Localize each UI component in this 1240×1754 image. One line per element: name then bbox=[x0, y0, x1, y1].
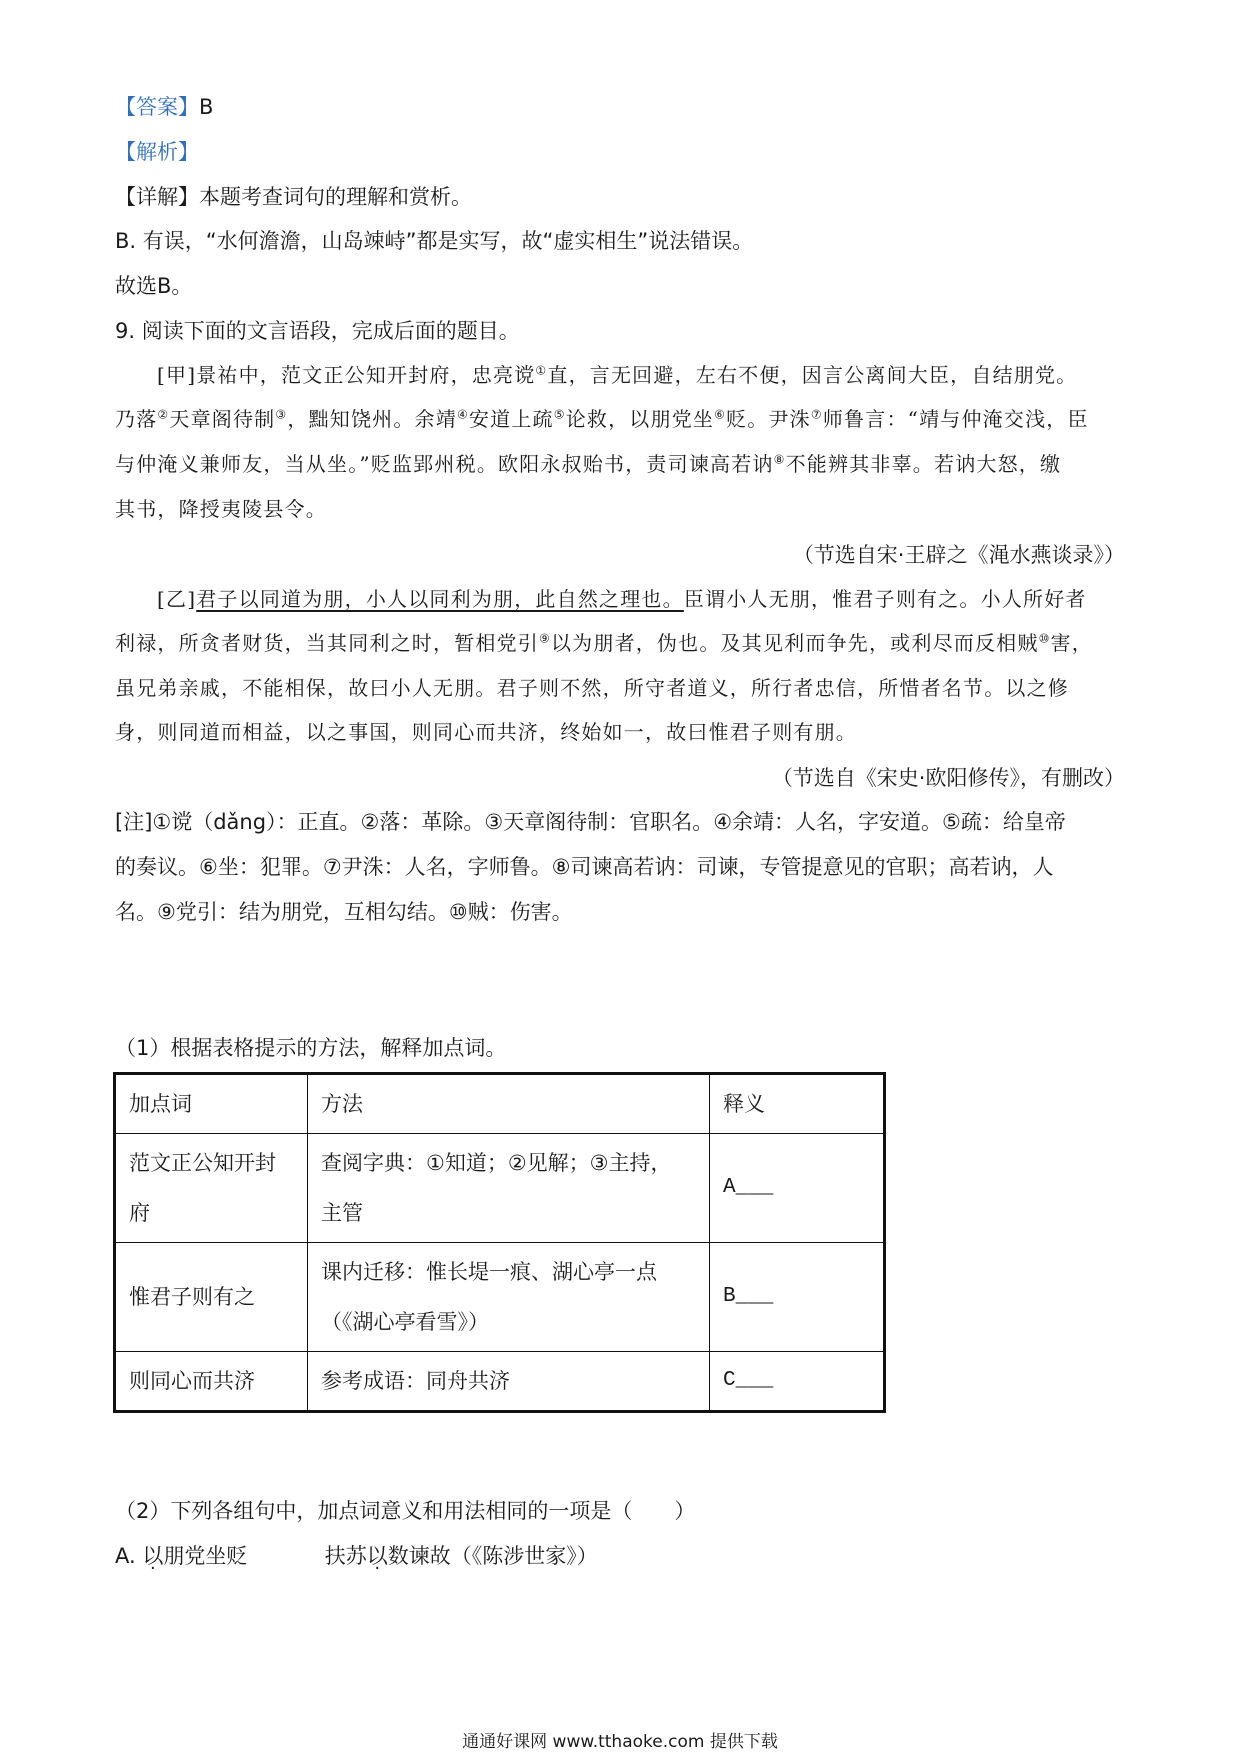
dotted-word: 济 · bbox=[234, 1369, 255, 1393]
jia-text: 贬。尹洙 bbox=[726, 407, 811, 431]
word-text: 范文正公 bbox=[129, 1151, 213, 1175]
method-text: （《湖心亭看雪》） bbox=[321, 1310, 489, 1334]
word-text: 君子则有之 bbox=[150, 1285, 255, 1309]
table-header-row bbox=[115, 1074, 885, 1134]
option-b-explanation: B. 有误，“水何澹澹，山岛竦峙”都是实写，故“虚实相生”说法错误。 bbox=[115, 229, 754, 253]
jia-text: 师鲁言：“靖与仲淹交浅，臣 bbox=[822, 407, 1089, 431]
note-ref: ④ bbox=[456, 407, 469, 422]
answer-label: 【答案】 bbox=[115, 95, 199, 119]
method-cell bbox=[308, 1134, 710, 1243]
footer-watermark: 通通好课网 www.tthaoke.com 提供下载 bbox=[462, 1732, 778, 1752]
yi-text: 害， bbox=[1050, 631, 1093, 655]
yi-text: [乙] bbox=[157, 587, 197, 611]
table-row bbox=[115, 1352, 885, 1412]
note-ref: ③ bbox=[275, 407, 288, 422]
notes-line-2: 的奏议。⑥坐：犯罪。⑦尹洙：人名，字师鲁。⑧司谏高若讷：司谏，专管提意见的官职；高若讷，人 bbox=[115, 855, 1054, 879]
word-cell bbox=[115, 1352, 308, 1412]
detail-label: 【详解】 bbox=[115, 185, 199, 209]
method-text: 课内迁移： bbox=[321, 1260, 426, 1284]
jia-text: ，黜知饶州。余靖 bbox=[287, 407, 457, 431]
word-text: 则同心而共 bbox=[129, 1369, 234, 1393]
sub-question-2: （2）下列各组句中，加点词意义和用法相同的一项是（ ） bbox=[115, 1499, 696, 1523]
word-text: 开封 bbox=[234, 1151, 276, 1175]
passage-yi-source: （节选自《宋史·欧阳修传》，有删改） bbox=[771, 766, 1125, 790]
dotted-word: 知 · bbox=[213, 1151, 234, 1175]
word-cell bbox=[115, 1243, 308, 1352]
analysis-label: 【解析】 bbox=[115, 140, 199, 164]
note-ref: ⑧ bbox=[773, 452, 786, 467]
table-row bbox=[115, 1134, 885, 1243]
table-row bbox=[115, 1243, 885, 1352]
passage-yi-line-4: 身，则同道而相益，以之事国，则同心而共济，终始如一，故曰惟君子则有朋。 bbox=[115, 720, 857, 744]
sub-question-1: （1）根据表格提示的方法，解释加点词。 bbox=[115, 1036, 507, 1060]
answer-blank-b[interactable]: B___ bbox=[710, 1243, 885, 1352]
dotted-word: 济 · bbox=[489, 1369, 510, 1393]
passage-yi-line-1 bbox=[157, 584, 1087, 614]
passage-jia-line-2 bbox=[115, 404, 1089, 434]
answer-value: B bbox=[199, 95, 214, 119]
yi-text: 臣谓小人无朋，惟君子则有之。小人所好者 bbox=[683, 587, 1087, 611]
yi-text: 以为朋者，伪也。及其见利而争先，或利尽而反相贼 bbox=[550, 631, 1039, 655]
dotted-word: 以 bbox=[142, 1544, 164, 1568]
option-label: A. bbox=[115, 1544, 136, 1568]
dotted-word: 以 bbox=[366, 1544, 388, 1568]
header-word: 加点词 bbox=[115, 1074, 308, 1134]
note-ref: ⑤ bbox=[553, 407, 566, 422]
method-text: 参考成语：同舟共 bbox=[321, 1369, 489, 1393]
jia-text: 安道上疏 bbox=[468, 407, 554, 431]
jia-text: 不能辨其非辜。若讷大怒，缴 bbox=[785, 452, 1062, 476]
method-cell bbox=[308, 1352, 710, 1412]
answer-blank-a[interactable]: A___ bbox=[710, 1134, 885, 1243]
passage-jia-line-3 bbox=[115, 449, 1061, 479]
note-ref: ① bbox=[535, 363, 548, 378]
notes-line-1: [注]①谠（dǎng）：正直。②落：革除。③天章阁待制：官职名。④余靖：人名，字安道。⑤疏：给皇帝 bbox=[115, 810, 1066, 834]
word-text: 府 bbox=[129, 1201, 150, 1225]
method-cell bbox=[308, 1243, 710, 1352]
detail-text: 本题考查词句的理解和赏析。 bbox=[199, 185, 472, 209]
passage-jia-line-1 bbox=[157, 360, 1077, 390]
note-ref: ⑩ bbox=[1038, 631, 1051, 646]
option-a-line bbox=[115, 1541, 598, 1571]
jia-text: 与仲淹义兼师友，当从坐。”贬监郢州税。欧阳永叔贻书，责司谏高若讷 bbox=[115, 452, 774, 476]
question-9: 9. 阅读下面的文言语段，完成后面的题目。 bbox=[115, 319, 520, 343]
jia-text: 天章阁待制 bbox=[169, 407, 276, 431]
answer-line bbox=[115, 92, 213, 122]
underlined-sentence: 君子以同道为朋，小人以同利为朋，此自然之理也。 bbox=[196, 587, 684, 611]
method-text: 主管 bbox=[321, 1201, 363, 1225]
vocabulary-table bbox=[113, 1072, 886, 1413]
jia-text: [甲]景祐中，范文正公知开封府，忠亮谠 bbox=[157, 363, 536, 387]
option-text: 朋党坐贬 bbox=[163, 1544, 248, 1568]
option-text: 扶苏 bbox=[324, 1544, 367, 1568]
jia-text: 直，言无回避，左右不便，因言公离间大臣，自结朋党。 bbox=[547, 363, 1078, 387]
header-method: 方法 bbox=[308, 1074, 710, 1134]
note-ref: ⑦ bbox=[810, 407, 823, 422]
passage-yi-line-3: 虽兄弟亲戚，不能相保，故曰小人无朋。君子则不然，所守者道义，所行者忠信，所惜者名节。以之修 bbox=[115, 676, 1069, 700]
passage-yi-line-2 bbox=[115, 628, 1093, 658]
dotted-word: 惟 · bbox=[129, 1285, 150, 1309]
word-cell bbox=[115, 1134, 308, 1243]
note-ref: ⑨ bbox=[539, 631, 551, 646]
method-text: 长堤一痕、湖心亭一点 bbox=[447, 1260, 657, 1284]
note-ref: ② bbox=[157, 407, 170, 422]
dotted-word: 惟 · bbox=[426, 1260, 447, 1284]
note-ref: ⑥ bbox=[714, 407, 727, 422]
passage-jia-line-4: 其书，降授夷陵县令。 bbox=[115, 497, 327, 521]
passage-jia-source: （节选自宋·王辟之《渑水燕谈录》） bbox=[792, 543, 1125, 567]
notes-line-3: 名。⑨党引：结为朋党，互相勾结。⑩贼：伤害。 bbox=[115, 900, 573, 924]
jia-text: 论救，以朋党坐 bbox=[565, 407, 715, 431]
method-text: 查阅字典：①知道；②见解；③主持， bbox=[321, 1151, 672, 1175]
detail-line bbox=[115, 182, 472, 212]
answer-blank-c[interactable]: C___ bbox=[710, 1352, 885, 1412]
choose-b-line: 故选B。 bbox=[115, 274, 193, 298]
yi-text: 利禄，所贪者财货，当其同利之时，暂相党引 bbox=[115, 631, 539, 655]
option-text: 数谏故（《陈涉世家》） bbox=[387, 1544, 598, 1568]
header-meaning: 释义 bbox=[710, 1074, 885, 1134]
jia-text: 乃落 bbox=[115, 407, 158, 431]
